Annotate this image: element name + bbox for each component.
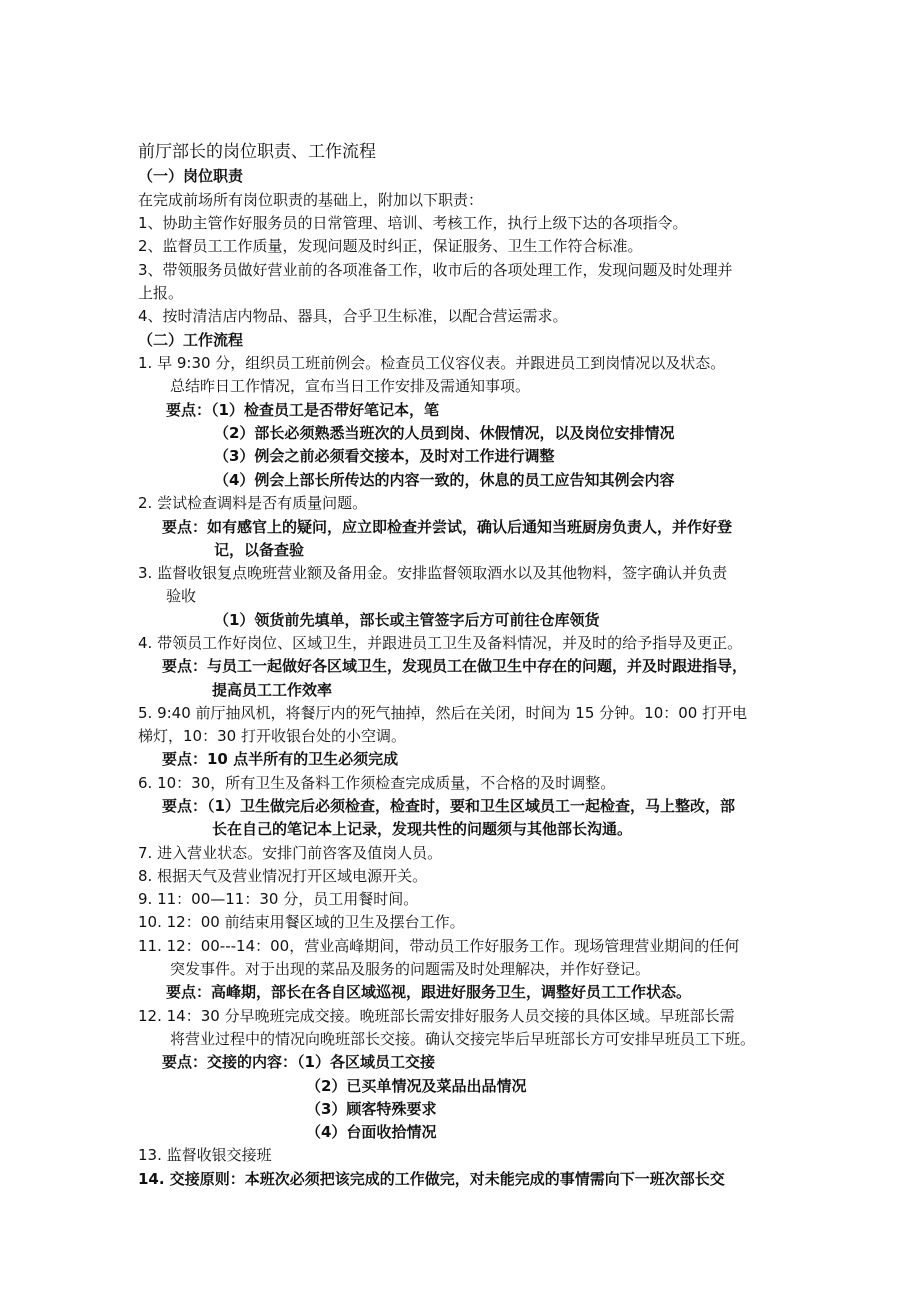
section-heading-duties: （一）岗位职责	[138, 167, 244, 185]
key-point: 要点：（1）卫生做完后必须检查，检查时，要和卫生区域员工一起检查，马上整改，部	[162, 797, 735, 815]
duty-item: 3、带领服务员做好营业前的各项准备工作，收市后的各项处理工作，发现问题及时处理并	[138, 261, 733, 279]
workflow-line: 梯灯，10：30 打开收银台处的小空调。	[138, 727, 406, 745]
key-point: （1）领货前先填单，部长或主管签字后方可前往仓库领货	[214, 611, 600, 629]
duty-item: 4、按时清洁店内物品、器具，合乎卫生标准，以配合营运需求。	[138, 307, 568, 325]
key-point: 要点：10 点半所有的卫生必须完成	[162, 750, 399, 768]
workflow-line: 5. 9:40 前厅抽风机，将餐厅内的死气抽掉，然后在关闭，时间为 15 分钟。10：00 打开电	[138, 704, 748, 722]
workflow-line: 11. 12：00---14：00，营业高峰期间，带动员工作好服务工作。现场管理营业期间的任何	[138, 937, 740, 955]
key-point: （3）顾客特殊要求	[306, 1100, 437, 1118]
workflow-line: 9. 11：00—11：30 分，员工用餐时间。	[138, 890, 419, 908]
workflow-line: 总结昨日工作情况，宣布当日工作安排及需通知事项。	[170, 377, 531, 395]
workflow-line: 7. 进入营业状态。安排门前咨客及值岗人员。	[138, 844, 443, 862]
key-point: 要点：（1）检查员工是否带好笔记本，笔	[166, 401, 439, 419]
workflow-line: 将营业过程中的情况向晚班部长交接。确认交接完毕后早班部长方可安排早班员工下班。	[170, 1030, 756, 1048]
section-heading-workflow: （二）工作流程	[138, 331, 244, 349]
workflow-line: 10. 12：00 前结束用餐区域的卫生及摆台工作。	[138, 913, 465, 931]
key-point: 要点：交接的内容：（1）各区域员工交接	[162, 1053, 435, 1071]
document-title: 前厅部长的岗位职责、工作流程	[138, 142, 376, 162]
key-point: （4）台面收拾情况	[306, 1123, 437, 1141]
key-point: （4）例会上部长所传达的内容一致的，休息的员工应告知其例会内容	[214, 471, 675, 489]
workflow-line: 1. 早 9:30 分，组织员工班前例会。检查员工仪容仪表。并跟进员工到岗情况以及状态。	[138, 354, 726, 372]
key-point: 要点：与员工一起做好各区域卫生，发现员工在做卫生中存在的问题，并及时跟进指导，	[162, 657, 748, 675]
workflow-line: 8. 根据天气及营业情况打开区域电源开关。	[138, 867, 428, 885]
key-point: （3）例会之前必须看交接本，及时对工作进行调整	[214, 447, 555, 465]
duty-item-continued: 上报。	[138, 284, 184, 302]
key-point: 记，以备查验	[214, 541, 305, 559]
workflow-line: 验收	[166, 587, 197, 605]
workflow-line: 3. 监督收银复点晚班营业额及备用金。安排监督领取酒水以及其他物料，签字确认并负责	[138, 564, 728, 582]
workflow-line: 13. 监督收银交接班	[138, 1146, 272, 1164]
key-point: （2）部长必须熟悉当班次的人员到岗、休假情况，以及岗位安排情况	[214, 424, 675, 442]
duty-item: 1、协助主管作好服务员的日常管理、培训、考核工作，执行上级下达的各项指令。	[138, 214, 688, 232]
key-point: 提高员工工作效率	[212, 681, 333, 699]
key-point: 要点：如有感官上的疑问，应立即检查并尝试，确认后通知当班厨房负责人，并作好登	[162, 518, 733, 536]
key-point: 长在自己的笔记本上记录，发现共性的问题须与其他部长沟通。	[212, 820, 633, 838]
workflow-line: 4. 带领员工作好岗位、区域卫生，并跟进员工卫生及备料情况，并及时的给予指导及更正。	[138, 634, 743, 652]
key-point: 要点：高峰期，部长在各自区域巡视，跟进好服务卫生，调整好员工工作状态。	[166, 983, 692, 1001]
workflow-line: 12. 14：30 分早晚班完成交接。晚班部长需安排好服务人员交接的具体区域。早班部长需	[138, 1007, 735, 1025]
workflow-line: 2. 尝试检查调料是否有质量问题。	[138, 494, 368, 512]
workflow-line: 14. 交接原则：本班次必须把该完成的工作做完，对未能完成的事情需向下一班次部长交	[138, 1170, 725, 1188]
workflow-line: 6. 10：30，所有卫生及备料工作须检查完成质量，不合格的及时调整。	[138, 774, 616, 792]
duty-item: 2、监督员工工作质量，发现问题及时纠正，保证服务、卫生工作符合标准。	[138, 237, 643, 255]
workflow-line: 突发事件。对于出现的菜品及服务的问题需及时处理解决，并作好登记。	[170, 960, 651, 978]
duties-intro: 在完成前场所有岗位职责的基础上，附加以下职责：	[138, 191, 484, 209]
key-point: （2）已买单情况及菜品出品情况	[306, 1077, 527, 1095]
